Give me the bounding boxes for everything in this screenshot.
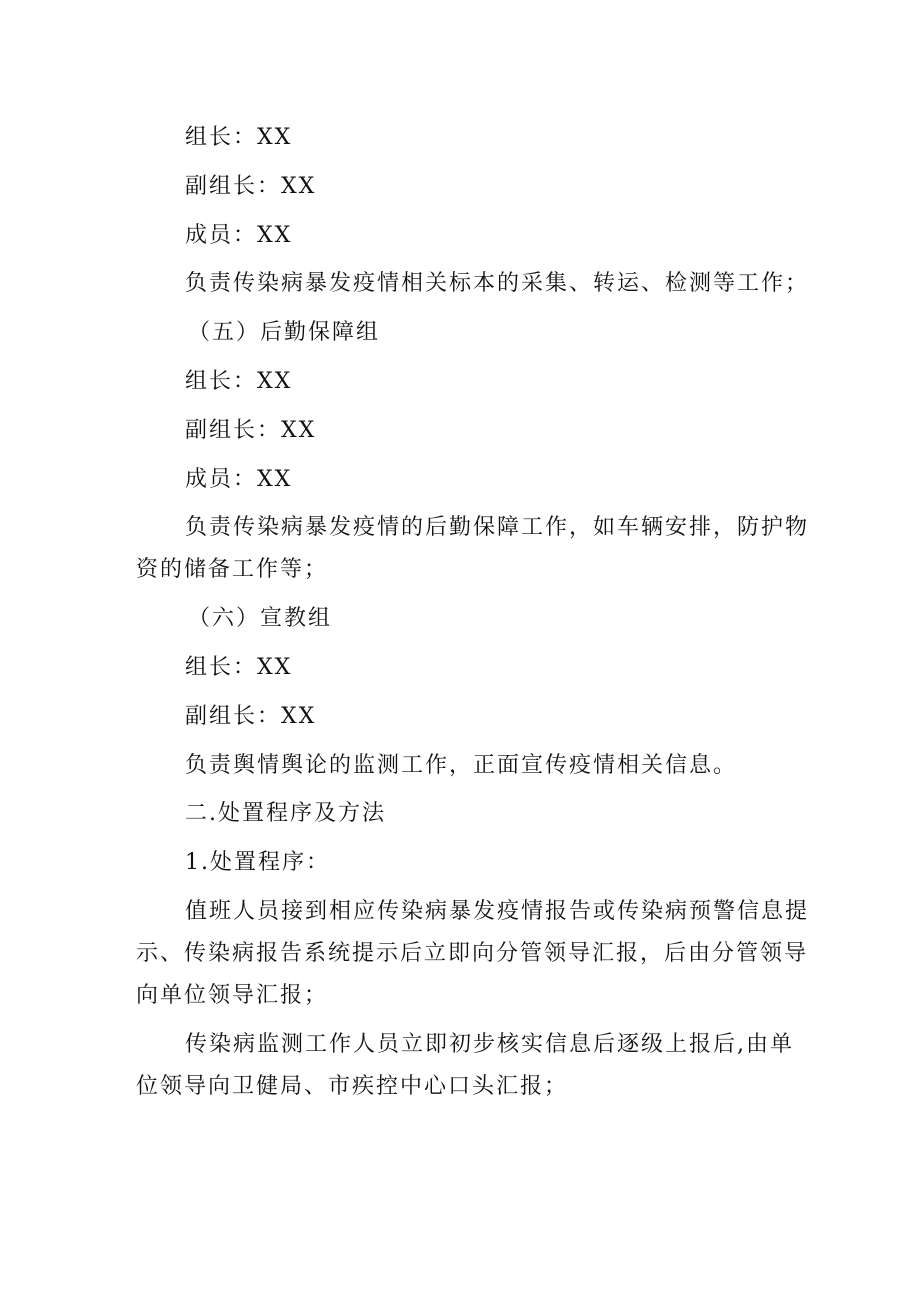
leader-line-publicity: 组长：XX <box>185 654 293 680</box>
deputy-leader-line-logistics: 副组长：XX <box>185 417 317 443</box>
duty-staff-paragraph-line-2: 示、传染病报告系统提示后立即向分管领导汇报，后由分管领导 <box>136 940 809 966</box>
monitoring-staff-paragraph-line-2: 位领导向卫健局、市疾控中心口头汇报； <box>136 1073 569 1099</box>
deputy-leader-line-testing: 副组长：XX <box>185 173 317 199</box>
member-line-testing: 成员：XX <box>185 222 293 248</box>
duty-staff-paragraph-line-3: 向单位领导汇报； <box>136 982 329 1008</box>
duty-staff-paragraph-line-1: 值班人员接到相应传染病暴发疫情报告或传染病预警信息提 <box>185 898 810 924</box>
logistics-duty-paragraph-line-1: 负责传染病暴发疫情的后勤保障工作，如车辆安排，防护物 <box>185 515 810 541</box>
subheading-procedure: 1.处置程序： <box>185 850 330 876</box>
deputy-leader-line-publicity: 副组长：XX <box>185 703 317 729</box>
section-heading-procedures: 二.处置程序及方法 <box>185 801 386 827</box>
monitoring-staff-paragraph-line-1: 传染病监测工作人员立即初步核实信息后逐级上报后,由单 <box>185 1031 794 1057</box>
testing-duty-paragraph: 负责传染病暴发疫情相关标本的采集、转运、检测等工作； <box>185 271 810 297</box>
section-heading-publicity: （六）宣教组 <box>188 606 333 632</box>
publicity-duty-paragraph: 负责舆情舆论的监测工作，正面宣传疫情相关信息。 <box>185 752 738 778</box>
leader-line-logistics: 组长：XX <box>185 368 293 394</box>
member-line-logistics: 成员：XX <box>185 466 293 492</box>
section-heading-logistics: （五）后勤保障组 <box>188 320 381 346</box>
document-body <box>136 118 810 1116</box>
logistics-duty-paragraph-line-2: 资的储备工作等； <box>136 557 329 583</box>
leader-line-testing: 组长：XX <box>185 125 293 150</box>
